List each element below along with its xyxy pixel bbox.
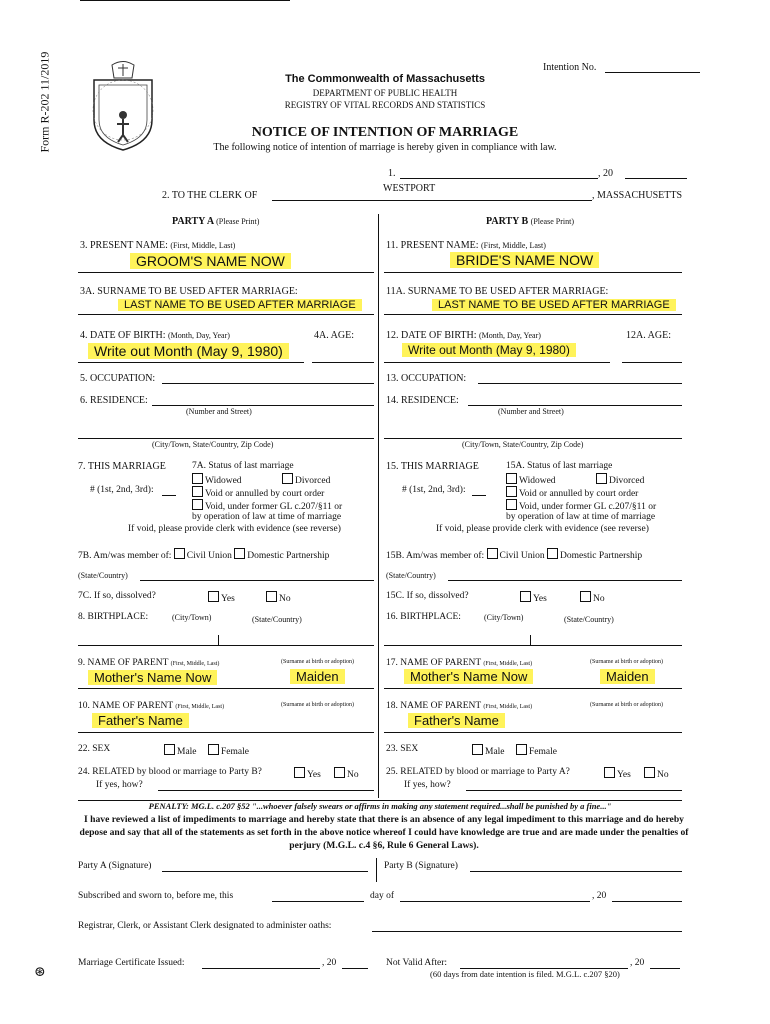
b-member-state-field[interactable] (448, 580, 682, 581)
a-member-row: 7B. Am/was member of: Civil Union Domestic Partnership (78, 548, 329, 561)
registrar-field[interactable] (372, 931, 682, 932)
a-parent2-label: 10. NAME OF PARENT (First, Middle, Last) (78, 701, 225, 711)
year-field[interactable] (625, 178, 687, 179)
clerk-field[interactable] (272, 200, 592, 201)
a-void-former-checkbox[interactable]: Void, under former GL c.207/§11 or (192, 499, 342, 512)
valid-note: (60 days from date intention is filed. M.G.L. c.207 §20) (430, 969, 620, 979)
a-dissolved-no[interactable]: No (266, 591, 291, 604)
b-dob-line (384, 362, 610, 363)
b-birthplace-field[interactable] (384, 645, 682, 646)
b-void-operation: by operation of law at time of marriage (506, 512, 656, 522)
a-ifyes: If yes, how? (96, 780, 143, 790)
a-member-state-field[interactable] (140, 580, 374, 581)
b-surname-label: 11A. SURNAME TO BE USED AFTER MARRIAGE: (386, 286, 609, 297)
not-valid-label: Not Valid After: (386, 958, 448, 968)
a-this-marriage-label: 7. THIS MARRIAGE (78, 461, 166, 472)
clerk-town: WESTPORT (383, 183, 436, 194)
a-residence-field[interactable] (152, 405, 374, 406)
org-title: The Commonwealth of Massachusetts (285, 73, 485, 85)
clerk-state: , MASSACHUSETTS (592, 190, 683, 201)
a-birthplace-sep (218, 635, 219, 645)
b-sex-label: 23. SEX (386, 744, 419, 754)
a-civil-union-checkbox[interactable] (174, 548, 185, 559)
penalty-text: PENALTY: MG.L. c.207 §52 "...whoever falsely swears or affirms in making any statement required...shall be punished by a fine..." (148, 801, 612, 811)
b-void-note: If void, please provide clerk with evidence (see reverse) (436, 524, 649, 534)
party-a-heading: PARTY A (Please Print) (172, 216, 260, 227)
b-birthplace-sep (530, 635, 531, 645)
party-b-signature-field[interactable] (470, 871, 682, 872)
b-male-checkbox[interactable]: Male (472, 744, 505, 757)
affirmation-text: I have reviewed a list of impediments to marriage and hereby state that there is an absence of any legal impediment to this marriage and do hereby depose and say that all of the statements as set forth in the above notice whereof I could have knowledge are true and are made under the penalties of perjury (M.G.L. c.4 §6, Rule 6 General Laws). (79, 814, 689, 851)
b-member-row: 15B. Am/was member of: Civil Union Domestic Partnership (386, 548, 642, 561)
b-present-name-value[interactable]: BRIDE'S NAME NOW (450, 252, 599, 268)
a-related-label: 24. RELATED by blood or marriage to Party B? (78, 767, 262, 777)
b-city-note: (City/Town, State/Country, Zip Code) (462, 440, 584, 449)
b-parent2-label: 18. NAME OF PARENT (First, Middle, Last) (386, 701, 533, 711)
b-city-town: (City/Town) (484, 613, 524, 622)
top-rule (80, 0, 290, 1)
not-valid-year-field[interactable] (650, 968, 680, 969)
b-dob-label: 12. DATE OF BIRTH: (Month, Day, Year) (386, 330, 541, 341)
subscribed-year-field[interactable] (612, 901, 682, 902)
a-present-name-line (78, 272, 374, 273)
a-ordinal-field[interactable] (162, 495, 176, 496)
a-birthplace-field[interactable] (78, 645, 374, 646)
date-field[interactable] (400, 178, 598, 179)
b-parent1-surname-note: (Surname at birth or adoption) (590, 659, 663, 665)
a-maiden-value[interactable]: Maiden (290, 669, 345, 684)
a-female-checkbox[interactable]: Female (208, 744, 249, 757)
org-registry: REGISTRY OF VITAL RECORDS AND STATISTICS (284, 100, 486, 110)
b-street-note: (Number and Street) (498, 407, 564, 416)
line1-num: 1. (388, 168, 396, 179)
intention-no-label: Intention No. (543, 62, 597, 73)
a-ordinal-label: # (1st, 2nd, 3rd): (90, 485, 154, 495)
a-male-checkbox[interactable]: Male (164, 744, 197, 757)
a-status-label: 7A. Status of last marriage (192, 461, 294, 471)
b-domestic-checkbox[interactable] (547, 548, 558, 559)
b-residence-field[interactable] (468, 405, 682, 406)
b-father-value[interactable]: Father's Name (408, 713, 505, 728)
day-of-label: day of (370, 891, 395, 901)
cert-issued-year-label: , 20 (322, 958, 337, 968)
a-city-town: (City/Town) (172, 613, 212, 622)
b-ordinal-field[interactable] (472, 495, 486, 496)
b-state-country: (State/Country) (386, 571, 436, 580)
party-b-heading: PARTY B (Please Print) (486, 216, 574, 227)
b-this-marriage-label: 15. THIS MARRIAGE (386, 461, 479, 472)
b-present-name-label: 11. PRESENT NAME: (First, Middle, Last) (386, 240, 546, 251)
b-related-yes[interactable]: Yes (604, 767, 631, 780)
a-dissolved-yes[interactable]: Yes (208, 591, 235, 604)
b-occupation-label: 13. OCCUPATION: (386, 373, 467, 384)
a-state-country: (State/Country) (78, 571, 128, 580)
b-birthplace-label: 16. BIRTHPLACE: (386, 612, 461, 622)
a-city-field[interactable] (78, 438, 374, 439)
a-sex-label: 22. SEX (78, 744, 111, 754)
a-divorced-checkbox[interactable]: Divorced (282, 473, 330, 486)
clerk-label: 2. TO THE CLERK OF (162, 190, 258, 201)
cert-issued-year-field[interactable] (342, 968, 368, 969)
b-dissolved-yes[interactable]: Yes (520, 591, 547, 604)
b-dob-value[interactable]: Write out Month (May 9, 1980) (402, 343, 576, 357)
a-parent1-label: 9. NAME OF PARENT (First, Middle, Last) (78, 658, 220, 668)
intention-no-field[interactable] (605, 72, 700, 73)
b-dissolved-label: 15C. If so, dissolved? (386, 591, 469, 601)
org-dept: DEPARTMENT OF PUBLIC HEALTH (312, 88, 458, 98)
b-residence-label: 14. RESIDENCE: (386, 395, 459, 406)
b-ordinal-label: # (1st, 2nd, 3rd): (402, 485, 466, 495)
a-age-line[interactable] (312, 362, 374, 363)
a-age-label: 4A. AGE: (314, 330, 354, 341)
b-maiden-value[interactable]: Maiden (600, 669, 655, 684)
b-mother-value[interactable]: Mother's Name Now (404, 669, 533, 684)
a-mother-value[interactable]: Mother's Name Now (88, 670, 217, 685)
state-seal-icon (84, 60, 162, 152)
b-ifyes: If yes, how? (404, 780, 451, 790)
b-female-checkbox[interactable]: Female (516, 744, 557, 757)
a-parent2-line (78, 732, 374, 733)
cert-issued-field[interactable] (202, 968, 320, 969)
b-present-name-line (384, 272, 682, 273)
a-state-country2: (State/Country) (252, 615, 302, 624)
b-city-field[interactable] (384, 438, 682, 439)
a-parent2-surname-note: (Surname at birth or adoption) (281, 702, 354, 708)
b-status-label: 15A. Status of last marriage (506, 461, 613, 471)
a-void-note: If void, please provide clerk with evidence (see reverse) (128, 524, 341, 534)
a-ifyes-field[interactable] (158, 790, 374, 791)
a-widowed-checkbox[interactable]: Widowed (192, 473, 242, 486)
b-civil-union-checkbox[interactable] (487, 548, 498, 559)
subscribed-month-field[interactable] (400, 901, 590, 902)
b-surname-value[interactable]: LAST NAME TO BE USED AFTER MARRIAGE (432, 299, 676, 311)
a-father-value[interactable]: Father's Name (92, 713, 189, 728)
not-valid-year-label: , 20 (630, 958, 645, 968)
notice-title: NOTICE OF INTENTION OF MARRIAGE (251, 125, 519, 140)
a-city-note: (City/Town, State/Country, Zip Code) (152, 440, 274, 449)
b-void-former-checkbox[interactable]: Void, under former GL c.207/§11 or (506, 499, 656, 512)
b-related-no[interactable]: No (644, 767, 669, 780)
a-surname-value[interactable]: LAST NAME TO BE USED AFTER MARRIAGE (118, 299, 362, 311)
subscribed-year-label: , 20 (592, 891, 607, 901)
b-widowed-checkbox[interactable]: Widowed (506, 473, 556, 486)
line1-year: , 20 (598, 168, 613, 179)
subscribed-label: Subscribed and sworn to, before me, this (78, 891, 234, 901)
party-a-signature-label: Party A (Signature) (78, 861, 152, 871)
a-related-yes[interactable]: Yes (294, 767, 321, 780)
a-surname-line (78, 314, 374, 315)
a-dissolved-label: 7C. If so, dissolved? (78, 591, 156, 601)
b-parent1-label: 17. NAME OF PARENT (First, Middle, Last) (386, 658, 533, 668)
b-state-country2: (State/Country) (564, 615, 614, 624)
b-ifyes-field[interactable] (466, 790, 682, 791)
center-divider (378, 214, 379, 798)
form-id: Form R-202 11/2019 (37, 51, 52, 153)
a-present-name-value[interactable]: GROOM'S NAME NOW (130, 253, 291, 269)
cert-issued-label: Marriage Certificate Issued: (78, 958, 185, 968)
a-parent1-surname-note: (Surname at birth or adoption) (281, 659, 354, 665)
a-void-operation: by operation of law at time of marriage (192, 512, 342, 522)
a-void-annulled-checkbox[interactable]: Void or annulled by court order (192, 486, 324, 499)
b-age-label: 12A. AGE: (626, 330, 671, 341)
signature-divider (376, 858, 377, 882)
b-age-line[interactable] (622, 362, 682, 363)
a-domestic-checkbox[interactable] (234, 548, 245, 559)
b-occupation-field[interactable] (478, 383, 682, 384)
a-dob-value[interactable]: Write out Month (May 9, 1980) (88, 343, 289, 359)
registrar-label: Registrar, Clerk, or Assistant Clerk designated to administer oaths: (78, 921, 332, 931)
b-surname-line (384, 314, 682, 315)
b-parent1-line (384, 688, 682, 689)
notice-subtitle: The following notice of intention of marriage is hereby given in compliance with law. (213, 142, 557, 153)
b-parent2-line (384, 732, 682, 733)
a-occupation-field[interactable] (162, 383, 374, 384)
b-parent2-surname-note: (Surname at birth or adoption) (590, 702, 663, 708)
a-surname-label: 3A. SURNAME TO BE USED AFTER MARRIAGE: (80, 286, 298, 297)
a-occupation-label: 5. OCCUPATION: (80, 373, 156, 384)
a-parent1-line (78, 688, 374, 689)
a-related-no[interactable]: No (334, 767, 359, 780)
b-divorced-checkbox[interactable]: Divorced (596, 473, 644, 486)
a-dob-label: 4. DATE OF BIRTH: (Month, Day, Year) (80, 330, 230, 341)
b-void-annulled-checkbox[interactable]: Void or annulled by court order (506, 486, 638, 499)
b-related-label: 25. RELATED by blood or marriage to Party A? (386, 767, 570, 777)
a-present-name-label: 3. PRESENT NAME: (First, Middle, Last) (80, 240, 236, 251)
a-birthplace-label: 8. BIRTHPLACE: (78, 612, 149, 622)
a-street-note: (Number and Street) (186, 407, 252, 416)
a-dob-line (78, 362, 304, 363)
a-residence-label: 6. RESIDENCE: (80, 395, 148, 406)
registration-mark-icon: ⊛ (34, 965, 46, 980)
b-dissolved-no[interactable]: No (580, 591, 605, 604)
subscribed-day-field[interactable] (272, 901, 364, 902)
party-b-signature-label: Party B (Signature) (384, 861, 458, 871)
party-a-signature-field[interactable] (162, 871, 368, 872)
